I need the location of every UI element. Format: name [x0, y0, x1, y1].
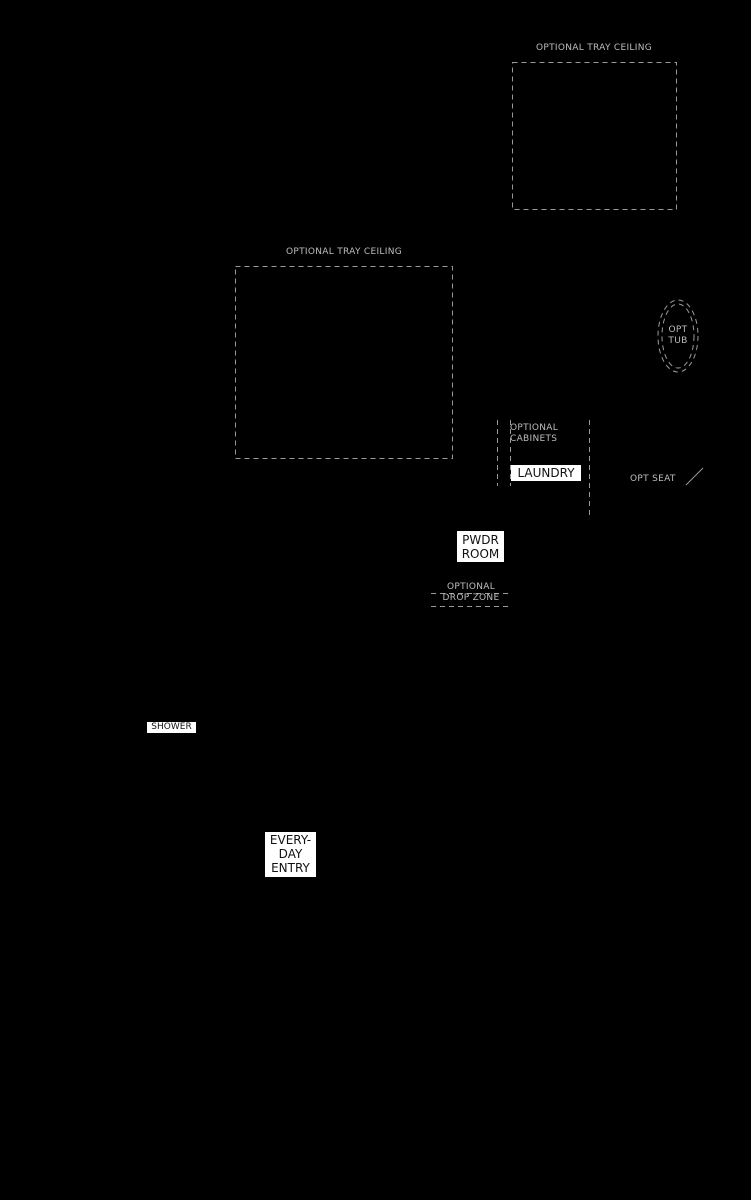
tray-ceiling-outline-2 [236, 267, 453, 459]
laundry-label: LAUNDRY [511, 465, 581, 481]
pwdr-room-line-1: PWDR [462, 533, 499, 547]
tray-ceiling-outline-1 [513, 63, 677, 210]
everyday-entry-line-2: DAY [278, 847, 303, 861]
tray-ceiling-label-1: OPTIONAL TRAY CEILING [535, 43, 652, 53]
opt-tub-line-1: OPT [668, 325, 688, 335]
optional-cabinets-line-2: CABINETS [510, 434, 558, 444]
everyday-entry-line-1: EVERY- [269, 833, 312, 847]
drop-zone-line-1: OPTIONAL [446, 582, 496, 592]
drop-zone-line-2: DROP ZONE [442, 593, 500, 603]
opt-tub-line-2: TUB [668, 336, 688, 346]
tray-ceiling-label-2: OPTIONAL TRAY CEILING [285, 247, 402, 257]
shower-label: SHOWER [147, 722, 196, 733]
pwdr-room-label [457, 531, 504, 562]
everyday-entry-line-3: ENTRY [271, 861, 310, 875]
everyday-entry-label [265, 832, 316, 877]
opt-tub-label [658, 325, 698, 347]
drop-zone-label [431, 582, 511, 604]
optional-cabinets-label [510, 423, 558, 445]
opt-seat-line [686, 468, 703, 485]
pwdr-room-line-2: ROOM [461, 547, 500, 561]
opt-seat-label: OPT SEAT [630, 474, 676, 484]
optional-cabinets-line-1: OPTIONAL [510, 423, 559, 433]
